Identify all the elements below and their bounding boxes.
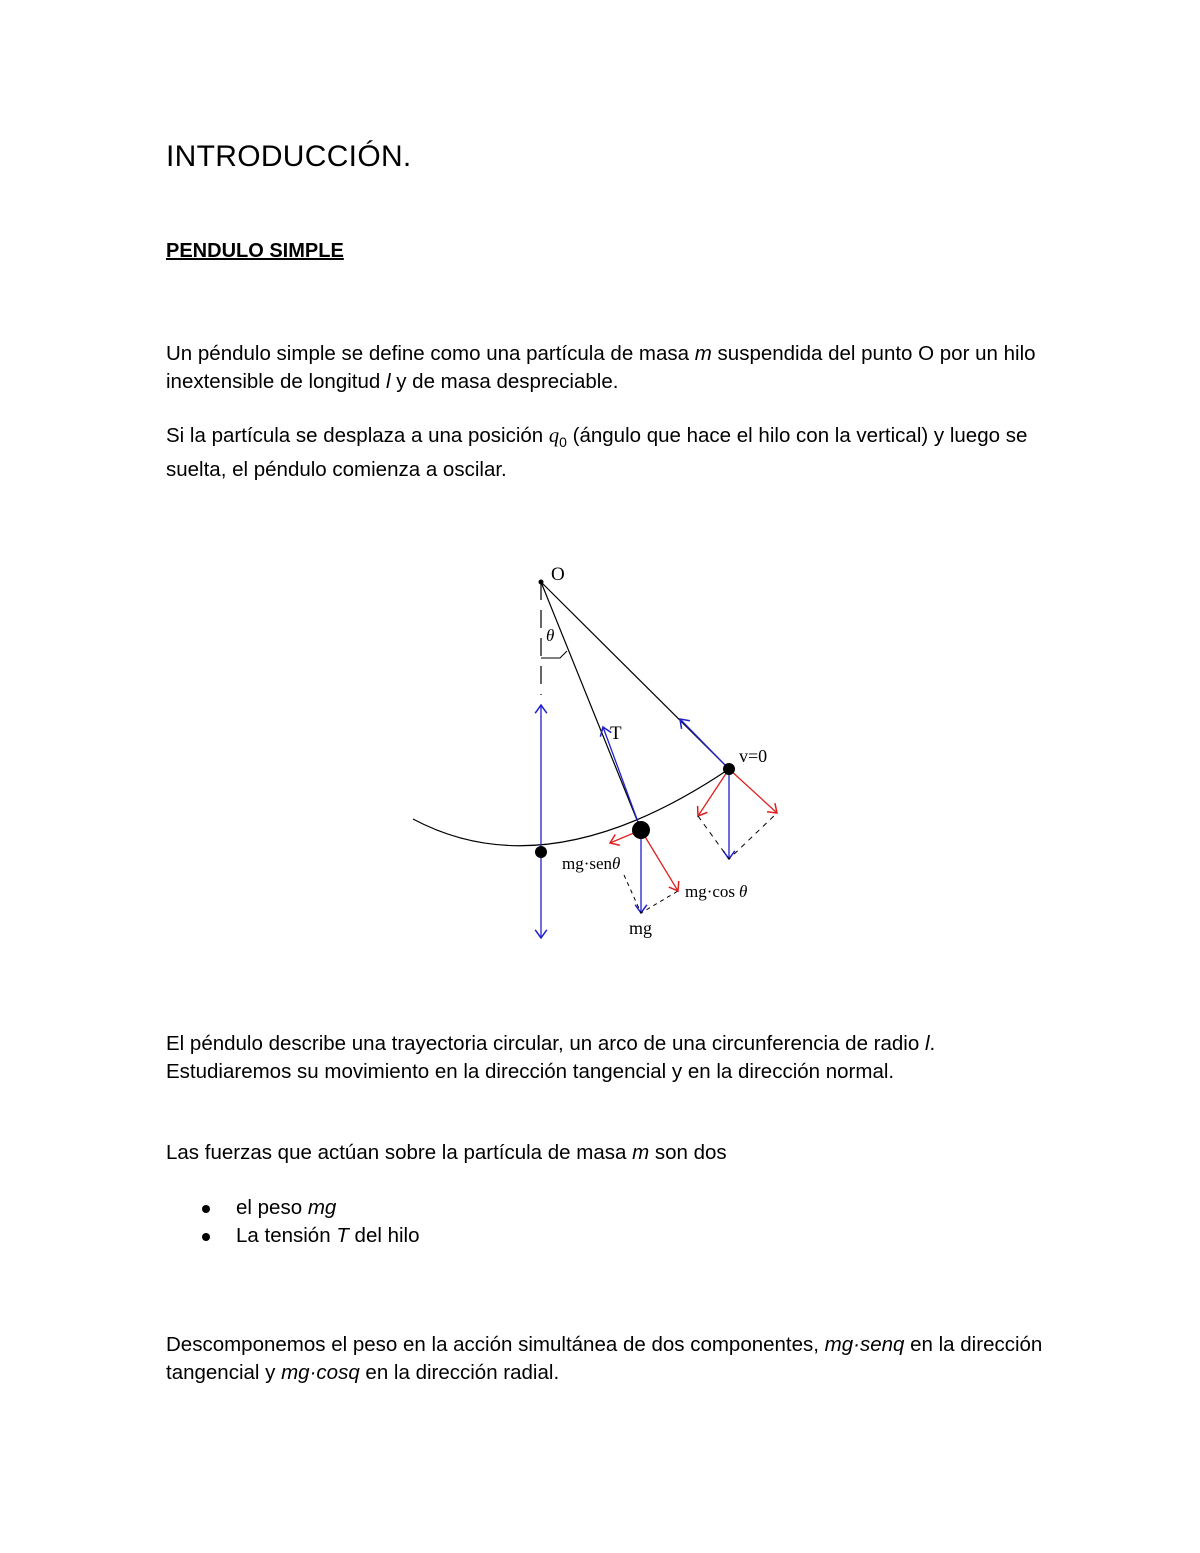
tangential-component-released (698, 769, 729, 816)
label-mg-sen: mg·senθ (562, 854, 621, 873)
label-v0: v=0 (739, 746, 768, 766)
label-t: T (610, 723, 622, 744)
mass-bottom (535, 846, 547, 858)
string-current (541, 582, 641, 830)
angle-marker (541, 651, 567, 658)
bullet-icon (202, 1233, 210, 1241)
tension-arrow-middle (603, 727, 641, 830)
list-item: La tensión T del hilo (166, 1222, 420, 1250)
label-mg-cos: mg·cos θ (685, 882, 748, 901)
list-item: el peso mg (166, 1194, 420, 1222)
radial-component-middle (641, 830, 678, 891)
label-o: O (551, 564, 565, 585)
label-mg: mg (629, 918, 653, 938)
forces-list (166, 1194, 420, 1250)
paragraph-decomposition: Descomponemos el peso en la acción simultánea de dos componentes, mg·senq en la dirección tangencial y mg·cosq en la dirección radial. (166, 1333, 1043, 1384)
mass-released (723, 763, 735, 775)
page-title: INTRODUCCIÓN. (166, 140, 412, 173)
decomposition-dashes-middle (624, 875, 678, 913)
decomposition-dashes-released (698, 813, 777, 859)
pendulum-diagram (400, 555, 800, 955)
paragraph-definition: Un péndulo simple se define como una partícula de masa m suspendida del punto O por un hilo inextensible de longitud l y de masa despreciable. (166, 342, 1036, 393)
paragraph-trajectory: El péndulo describe una trayectoria circular, un arco de una circunferencia de radio l. Estudiaremos su movimiento en la dirección tangencial y en la dirección normal. (166, 1032, 936, 1083)
trajectory-arc (413, 769, 729, 846)
tension-arrow-released (680, 719, 729, 769)
pivot-point (539, 580, 544, 585)
paragraph-forces: Las fuerzas que actúan sobre la partícula de masa m son dos (166, 1141, 727, 1164)
radial-component-released (729, 769, 777, 813)
bullet-icon (202, 1205, 210, 1213)
paragraph-displacement: Si la partícula se desplaza a una posición $q_0$ (ángulo que hace el hilo con la vertical) y luego se suelta, el péndulo comienza a oscilar. (166, 424, 1028, 482)
label-theta: θ (546, 626, 555, 645)
mass-current (632, 821, 650, 839)
section-title: PENDULO SIMPLE (166, 240, 344, 262)
